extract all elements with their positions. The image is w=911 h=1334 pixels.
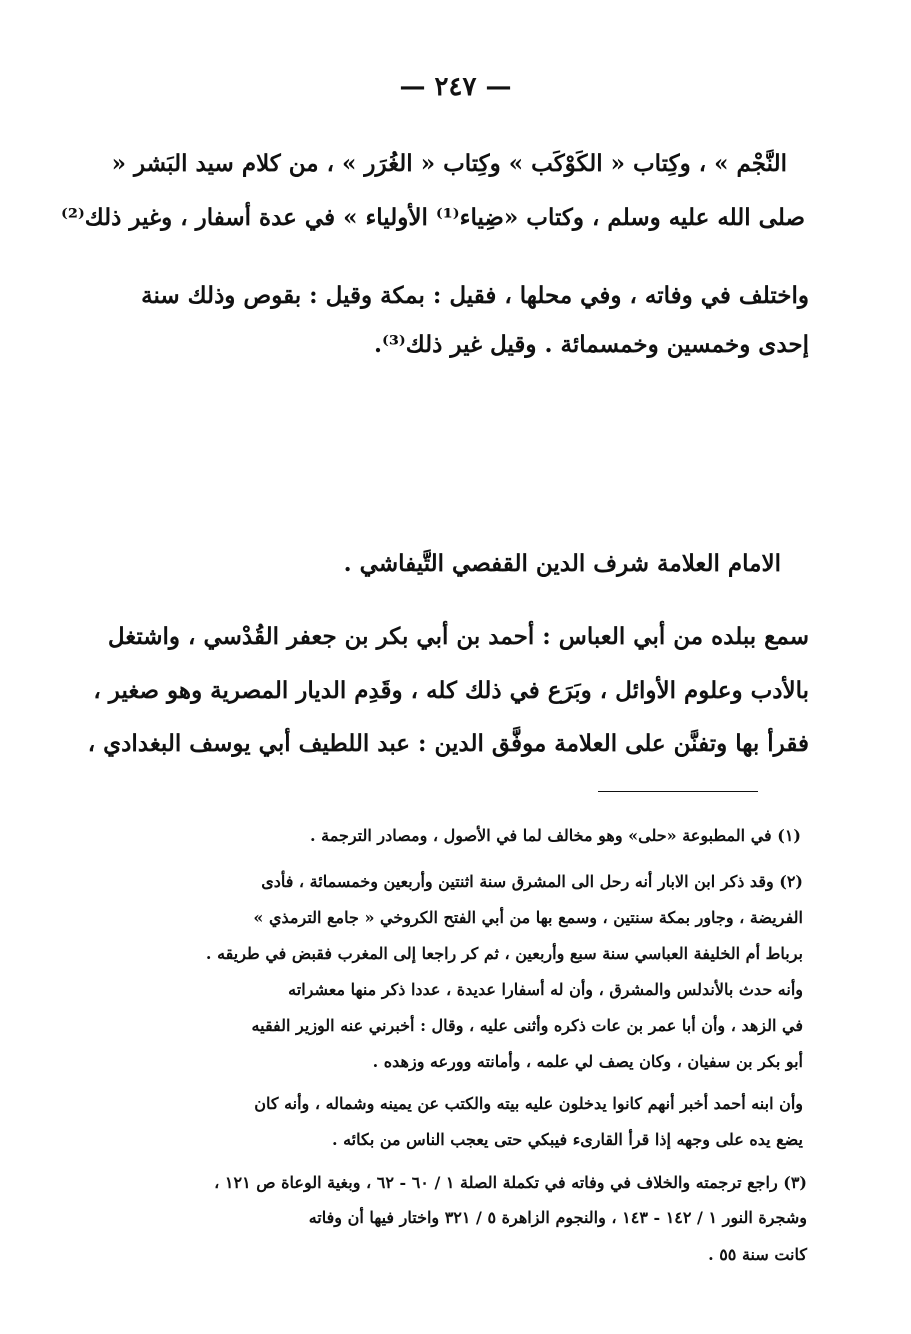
footnote-2-line-1: (٢) وقد ذكر ابن الابار أنه رحل الى المشرق سنة اثنتين وأربعين وخمسمائة ، فأدى	[261, 872, 803, 891]
footnote-2-line-8: يضع يده على وجهه إذا قرأ القارىء فيبكي حتى يعجب الناس من بكائه .	[331, 1130, 803, 1149]
footnote-2-line-6: أبو بكر بن سفيان ، وكان يصف لي علمه ، وأمانته وورعه وزهده .	[372, 1052, 803, 1071]
paragraph-1-line-1: النَّجْم » ، وكِتاب « الكَوْكَب » وكِتاب « الغُرَر » ، من كلام سيد البَشر «	[111, 150, 787, 177]
paragraph-2-line-1: واختلف في وفاته ، وفي محلها ، فقيل : بمكة وقيل : بقوص وذلك سنة	[141, 282, 809, 309]
footnote-3-line-2: وشجرة النور ١ / ١٤٢ - ١٤٣ ، والنجوم الزاهرة ٥ / ٣٢١ واختار فيها أن وفاته	[308, 1208, 807, 1227]
footnote-2-line-3: برباط أم الخليفة العباسي سنة سبع وأربعين ، ثم كر راجعا إلى المغرب فقبض في طريقه .	[205, 944, 803, 963]
footnote-2-line-4: وأنه حدث بالأندلس والمشرق ، وأن له أسفارا عديدة ، عددا ذكر منها معشراته	[288, 980, 803, 999]
paragraph-4-line-3: فقرأ بها وتفنَّن على العلامة موفَّق الدين : عبد اللطيف أبي يوسف البغدادي ،	[87, 730, 809, 757]
footnote-separator	[598, 791, 758, 792]
footnote-2-line-5: في الزهد ، وأن أبا عمر بن عات ذكره وأثنى عليه ، وقال : أخبرني عنه الوزير الفقيه	[251, 1016, 803, 1035]
paragraph-4-line-2: بالأدب وعلوم الأوائل ، وبَرَع في ذلك كله ، وقَدِم الديار المصرية وهو صغير ،	[93, 677, 809, 704]
paragraph-4-line-1: سمع ببلده من أبي العباس : أحمد بن أبي بكر بن جعفر القُدْسي ، واشتغل	[107, 623, 809, 650]
paragraph-2-line-2: إحدى وخمسين وخمسمائة . وقيل غير ذلك⁽³⁾.	[373, 331, 809, 358]
paragraph-1-line-2: صلى الله عليه وسلم ، وكتاب «ضِياء⁽¹⁾ الأولياء » في عدة أسفار ، وغير ذلك⁽²⁾	[61, 204, 805, 231]
footnote-3-line-3: كانت سنة ٥٥ .	[708, 1245, 807, 1264]
footnote-2-line-2: الفريضة ، وجاور بمكة سنتين ، وسمع بها من أبي الفتح الكروخي « جامع الترمذي »	[253, 908, 803, 927]
footnote-3-line-1: (٣) راجع ترجمته والخلاف في وفاته في تكملة الصلة ١ / ٦٠ - ٦٢ ، وبغية الوعاة ص ١٢١ ،	[214, 1173, 807, 1192]
footnote-2-line-7: وأن ابنه أحمد أخبر أنهم كانوا يدخلون عليه بيته والكتب عن يمينه وشماله ، وأنه كان	[254, 1094, 803, 1113]
footnote-1-line-1: (١) في المطبوعة «حلى» وهو مخالف لما في الأصول ، ومصادر الترجمة .	[309, 826, 801, 845]
page-number: — ٢٤٧ —	[399, 72, 512, 102]
paragraph-3-line-1: الامام العلامة شرف الدين القفصي التَّيفاشي .	[343, 550, 781, 577]
